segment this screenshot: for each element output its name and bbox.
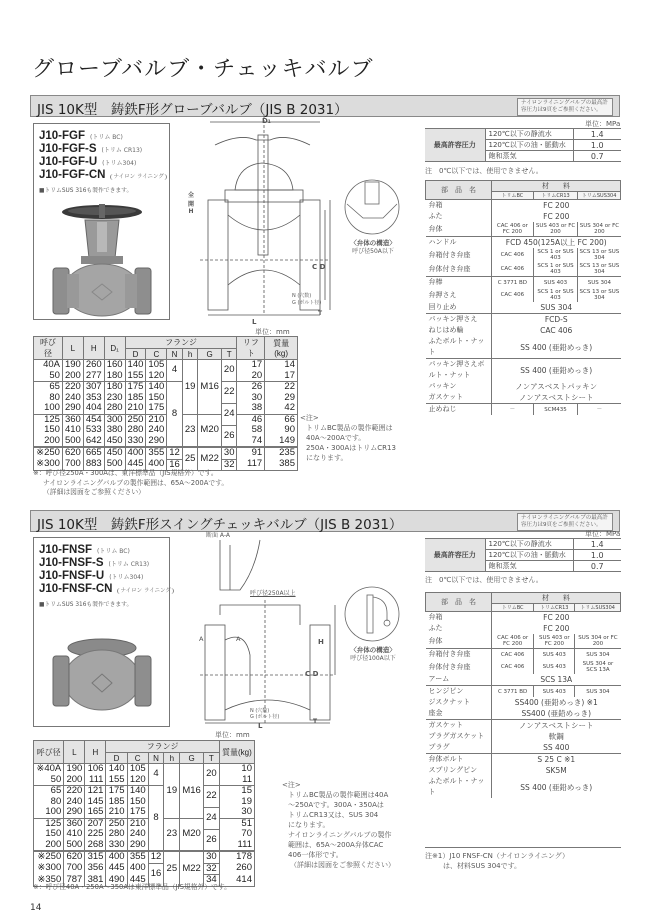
drawing-label-h: 全開 H <box>187 192 194 215</box>
table-row: ※40A 190 106 140 105 4 19 M16 20 10 <box>34 764 255 775</box>
material-row: 弁押さえ CAC 406 SCS 1 or SUS 403 SCS 13 or SUS 304 <box>426 288 621 302</box>
table-row: 65 220 121 175 140 8 22 15 <box>34 786 255 797</box>
table-row: 80 240 145 185 150 19 <box>34 797 255 808</box>
material-row: ふたボルト・ナット SS 400 (亜鉛めっき) <box>426 336 621 359</box>
material-row: ふた FC 200 <box>426 623 621 634</box>
material-row: 弁箱 FC 200 <box>426 612 621 624</box>
table-row: ※300 700 883 500 445 400 16 32 117 385 <box>34 459 298 471</box>
check-pressure-unit: 単位：MPa <box>585 530 621 538</box>
material-row: 座金 SS400 (亜鉛めっき) <box>426 708 621 720</box>
material-row: ジスクナット SS400 (亜鉛めっき) ※1 <box>426 697 621 708</box>
check-mat-note: 注※1）J10 FNSF-CN（ナイロンライニング） は、材料SUS 304です。 <box>425 847 621 871</box>
material-row: ハンドル FCD 450(125A以上 FC 200) <box>426 237 621 249</box>
drawing-label-t: T <box>313 718 318 725</box>
globe-nylon-note: ナイロンライニングバルブの最高許容圧力は9頁をご参照ください。 <box>517 98 613 116</box>
globe-detail-drawing <box>343 178 401 236</box>
globe-detail-caption: 〈弁体の構造〉 <box>350 239 396 247</box>
material-row: ヒンジピン C 3771 BD SUS 403 SUS 304 <box>426 686 621 698</box>
drawing-label-l: L <box>252 318 257 326</box>
material-row: 弁体ボルト S 25 C ※1 <box>426 754 621 766</box>
table-row: 50 200 111 155 120 11 <box>34 775 255 786</box>
check-dims-table: 呼び径 L H フランジ 質量(kg) D C N h G T ※40A 190 106 140 105 4 19 M16 20 10 50 200 111 155 120 11 65 220 121 175 140 8 22 15 80 240 145 185 150 19 100 290 165 210 175 24 30 125 360 207 250 210 23 M20 51 150 410 225 280 240 26 70 200 500 268 330 290 111 ※250 620 315 400 355 12 25 M22 30 178 ※300 700 356 445 400 16 32 260 ※350 787 381 490 445 34 414 <box>33 740 255 887</box>
drawing-label-cd: C D <box>312 263 326 271</box>
table-row: ※300 700 356 445 400 16 32 260 <box>34 863 255 875</box>
check-pressure-table: 最高許容圧力 120℃以下の静流水 1.4 120℃以下の油・脈動水 1.0 飽和蒸気 0.7 <box>425 538 621 572</box>
check-section-title: JIS 10K型 鋳鉄F形スイングチェッキバルブ（JIS B 2031） <box>37 517 403 533</box>
drawing-label-n: N (穴数) <box>250 708 270 714</box>
material-row: プラグガスケット 軟鋼 <box>426 731 621 742</box>
drawing-label-n: N (穴数) <box>292 293 312 299</box>
model-item: J10-FNSF-CN ナイロン ライニング <box>39 583 163 596</box>
material-row: 回り止め SUS 304 <box>426 302 621 314</box>
material-row: ふたボルト・ナット SS 400 (亜鉛めっき) <box>426 776 621 798</box>
material-row: ガスケット ノンアスベストシート <box>426 392 621 404</box>
material-row: 弁箱付き弁座 CAC 406 SUS 403 SUS 304 <box>426 649 621 661</box>
check-notes: <注> トリムBC製品の製作範囲は40A ～250Aです。300A・350Aは トリムCR13又は、SUS 304 になります。 ナイロンライニングバルブの製作 範囲は、65A～200A弁体CAC 406一体形です。 （詳細は図面をご参照ください） <box>282 781 395 869</box>
material-row: スプリングピン SK5M <box>426 765 621 776</box>
globe-pressure-unit: 単位：MPa <box>585 120 621 128</box>
drawing-label-a2: A <box>236 635 241 643</box>
check-dims-unit: 単位：mm <box>215 731 250 739</box>
material-row: 弁体付き弁座 CAC 406 SUS 403 SUS 304 or SCS 13A <box>426 660 621 674</box>
globe-pressure-note: 注 0℃以下では、使用できません。 <box>425 167 543 175</box>
check-detail-sub: 呼び径100A以下 <box>350 655 396 662</box>
check-valve-drawing <box>200 530 340 725</box>
globe-pressure-table: 最高許容圧力 120℃以下の静流水 1.4 120℃以下の油・脈動水 1.0 飽和蒸気 0.7 <box>425 128 621 162</box>
check-footnotes: ※：呼び径40A・250A～350Aは東洋標準品（JIS規格外）です。 <box>33 883 231 891</box>
model-item: J10-FNSF-S (トリム CR13) <box>39 557 150 569</box>
model-item: J10-FNSF (トリム BC) <box>39 544 130 556</box>
trim-note: ■トリムSUS 316も製作できます。 <box>39 602 133 608</box>
material-row: 止めねじ － SCM435 － <box>426 404 621 416</box>
trim-note: ■トリムSUS 316も製作できます。 <box>39 188 133 194</box>
table-row: 200 500 268 330 290 111 <box>34 840 255 852</box>
material-row: アーム SCS 13A <box>426 674 621 686</box>
check-materials-table: 部 品 名 材 料 トリムBC トリムCR13 トリムSUS304 弁箱 FC 200 ふた FC 200 弁体 CAC 406 or FC 200 SUS 403 or FC 200 SUS 304 or FC 200 弁箱付き弁座 CAC 406 SUS 403 SUS 304 弁体付き弁座 CAC 406 SUS 403 SUS 304 or SCS 13A アーム SCS 13A ヒンジピン C 3771 BD SUS 403 SUS 304 ジスクナット SS400 (亜鉛めっき) ※1 座金 SS400 (亜鉛めっき) ガスケット ノンアスベストシート プラグガスケット 軟鋼 プラグ SS 400 弁体ボルト S 25 C ※1 スプリングピン SK5M ふたボルト・ナット SS 400 (亜鉛めっき) <box>425 592 621 798</box>
drawing-label-cd: C D <box>305 670 319 678</box>
check-valve-photo <box>47 628 157 718</box>
table-row: 80 240 353 230 185 150 30 29 <box>34 393 298 404</box>
material-row: パッキン ノンアスベストパッキン <box>426 381 621 392</box>
table-row: 150 410 533 380 280 240 26 58 90 <box>34 425 298 436</box>
check-callout: 呼び径250A以上 <box>250 590 296 597</box>
table-row: 125 360 454 300 250 210 23 M20 46 66 <box>34 414 298 425</box>
page-title: グローブバルブ・チェッキバルブ <box>32 57 374 82</box>
page-number: 14 <box>30 903 42 913</box>
check-detail-drawing <box>343 585 401 643</box>
material-row: ふた FC 200 <box>426 211 621 222</box>
globe-valve-drawing <box>200 115 340 320</box>
table-row: 200 500 642 450 330 290 74 149 <box>34 436 298 448</box>
globe-model-box <box>33 123 170 320</box>
drawing-label-t: T <box>318 310 323 317</box>
table-row: ※350 787 381 490 445 34 414 <box>34 875 255 887</box>
table-row: 125 360 207 250 210 23 M20 51 <box>34 818 255 829</box>
table-row: 50 200 277 180 155 120 20 17 <box>34 371 298 382</box>
check-section-label: 断面 A-A <box>206 532 231 539</box>
drawing-label-g: G (ボルト径) <box>292 300 322 306</box>
drawing-label-l: L <box>258 722 263 730</box>
model-item: J10-FNSF-U (トリム304) <box>39 570 144 582</box>
material-row: 弁箱 FC 200 <box>426 200 621 212</box>
table-row: ※250 620 315 400 355 12 25 M22 30 178 <box>34 851 255 863</box>
material-row: 弁体 CAC 406 or FC 200 SUS 403 or FC 200 SUS 304 or FC 200 <box>426 222 621 237</box>
globe-materials-table: 部 品 名 材 料 トリムBC トリムCR13 トリムSUS304 弁箱 FC 200 ふた FC 200 弁体 CAC 406 or FC 200 SUS 403 or FC 200 SUS 304 or FC 200 ハンドル FCD 450(125A以上 FC 200) 弁箱付き弁座 CAC 406 SCS 1 or SUS 403 SCS 13 or SUS 304 弁体付き弁座 CAC 406 SCS 1 or SUS 403 SCS 13 or SUS 304 弁棒 C 3771 BD SUS 403 SUS 304 弁押さえ CAC 406 SCS 1 or SUS 403 SCS 13 or SUS 304 回り止め SUS 304 パッキン押さえ FCD-S ねじはめ輪 CAC 406 ふたボルト・ナット SS 400 (亜鉛めっき) パッキン押さえボルト・ナット SS 400 (亜鉛めっき) パッキン ノンアスベストパッキン ガスケット ノンアスベストシート 止めねじ － SCM435 － <box>425 180 621 415</box>
material-row: ねじはめ輪 CAC 406 <box>426 325 621 336</box>
drawing-label-g: G (ボルト径) <box>250 714 280 720</box>
model-item: J10-FGF-S (トリム CR13) <box>39 143 143 155</box>
drawing-label-h: H <box>318 638 324 646</box>
globe-dims-unit: 単位：mm <box>255 328 290 336</box>
model-item: J10-FGF (トリム BC) <box>39 130 123 142</box>
material-row: 弁体付き弁座 CAC 406 SCS 1 or SUS 403 SCS 13 or SUS 304 <box>426 262 621 277</box>
material-row: 弁棒 C 3771 BD SUS 403 SUS 304 <box>426 277 621 289</box>
table-row: ※250 620 665 450 400 355 12 25 M22 30 91 235 <box>34 447 298 459</box>
globe-dims-table: 呼び径 L H D₁ フランジ リフト 質量(kg) D C N h G T 40A 190 260 160 140 105 4 19 M16 20 17 14 50 200 277 180 155 120 20 17 65 220 307 180 175 140 8 22 26 22 80 240 353 230 185 150 30 29 100 290 404 280 210 175 24 38 42 125 360 454 300 250 210 23 M20 46 66 150 410 533 380 280 240 26 58 90 200 500 642 450 330 290 74 149 ※250 620 665 450 400 355 12 25 M22 30 91 235 ※300 700 883 500 445 400 16 32 117 385 <box>33 336 298 471</box>
globe-detail-sub: 呼び径50A以下 <box>352 248 394 255</box>
drawing-label-a1: A <box>199 635 204 643</box>
globe-notes: <注> トリムBC製品の製作範囲は 40A～200Aです。 250A・300AはトリムCR13 になります。 <box>300 414 396 462</box>
model-item: J10-FGF-U (トリム304) <box>39 156 137 168</box>
globe-footnotes: ※：呼び径250A・300Aは、東洋標準品（JIS規格外）です。 ナイロンライニングバルブの製作範囲は、65A～200Aです。 （詳細は図面をご参照ください） <box>33 469 229 496</box>
material-row: パッキン押さえボルト・ナット SS 400 (亜鉛めっき) <box>426 359 621 382</box>
globe-section-bar <box>30 95 620 117</box>
table-row: 65 220 307 180 175 140 8 22 26 22 <box>34 382 298 393</box>
table-row: 100 290 404 280 210 175 24 38 42 <box>34 403 298 414</box>
table-row: 100 290 165 210 175 24 30 <box>34 807 255 818</box>
globe-section-title: JIS 10K型 鋳鉄F形グローブバルブ（JIS B 2031） <box>37 102 348 118</box>
drawing-label-d1: D₁ <box>262 117 271 125</box>
table-row: 40A 190 260 160 140 105 4 19 M16 20 17 14 <box>34 360 298 371</box>
check-nylon-note: ナイロンライニングバルブの最高許容圧力は9頁をご参照ください。 <box>517 513 613 531</box>
material-row: 弁箱付き弁座 CAC 406 SCS 1 or SUS 403 SCS 13 or SUS 304 <box>426 248 621 262</box>
check-pressure-note: 注 0℃以下では、使用できません。 <box>425 576 543 584</box>
globe-valve-photo <box>47 200 157 320</box>
check-model-box <box>33 537 170 727</box>
check-detail-caption: 〈弁体の構造〉 <box>350 646 396 654</box>
table-row: 150 410 225 280 240 26 70 <box>34 829 255 840</box>
material-row: 弁体 CAC 406 or FC 200 SUS 403 or FC 200 SUS 304 or FC 200 <box>426 634 621 649</box>
material-row: パッキン押さえ FCD-S <box>426 314 621 326</box>
material-row: プラグ SS 400 <box>426 742 621 754</box>
check-section-bar <box>30 510 620 532</box>
material-row: ガスケット ノンアスベストシート <box>426 720 621 732</box>
model-item: J10-FGF-CN ナイロン ライニング <box>39 169 163 182</box>
